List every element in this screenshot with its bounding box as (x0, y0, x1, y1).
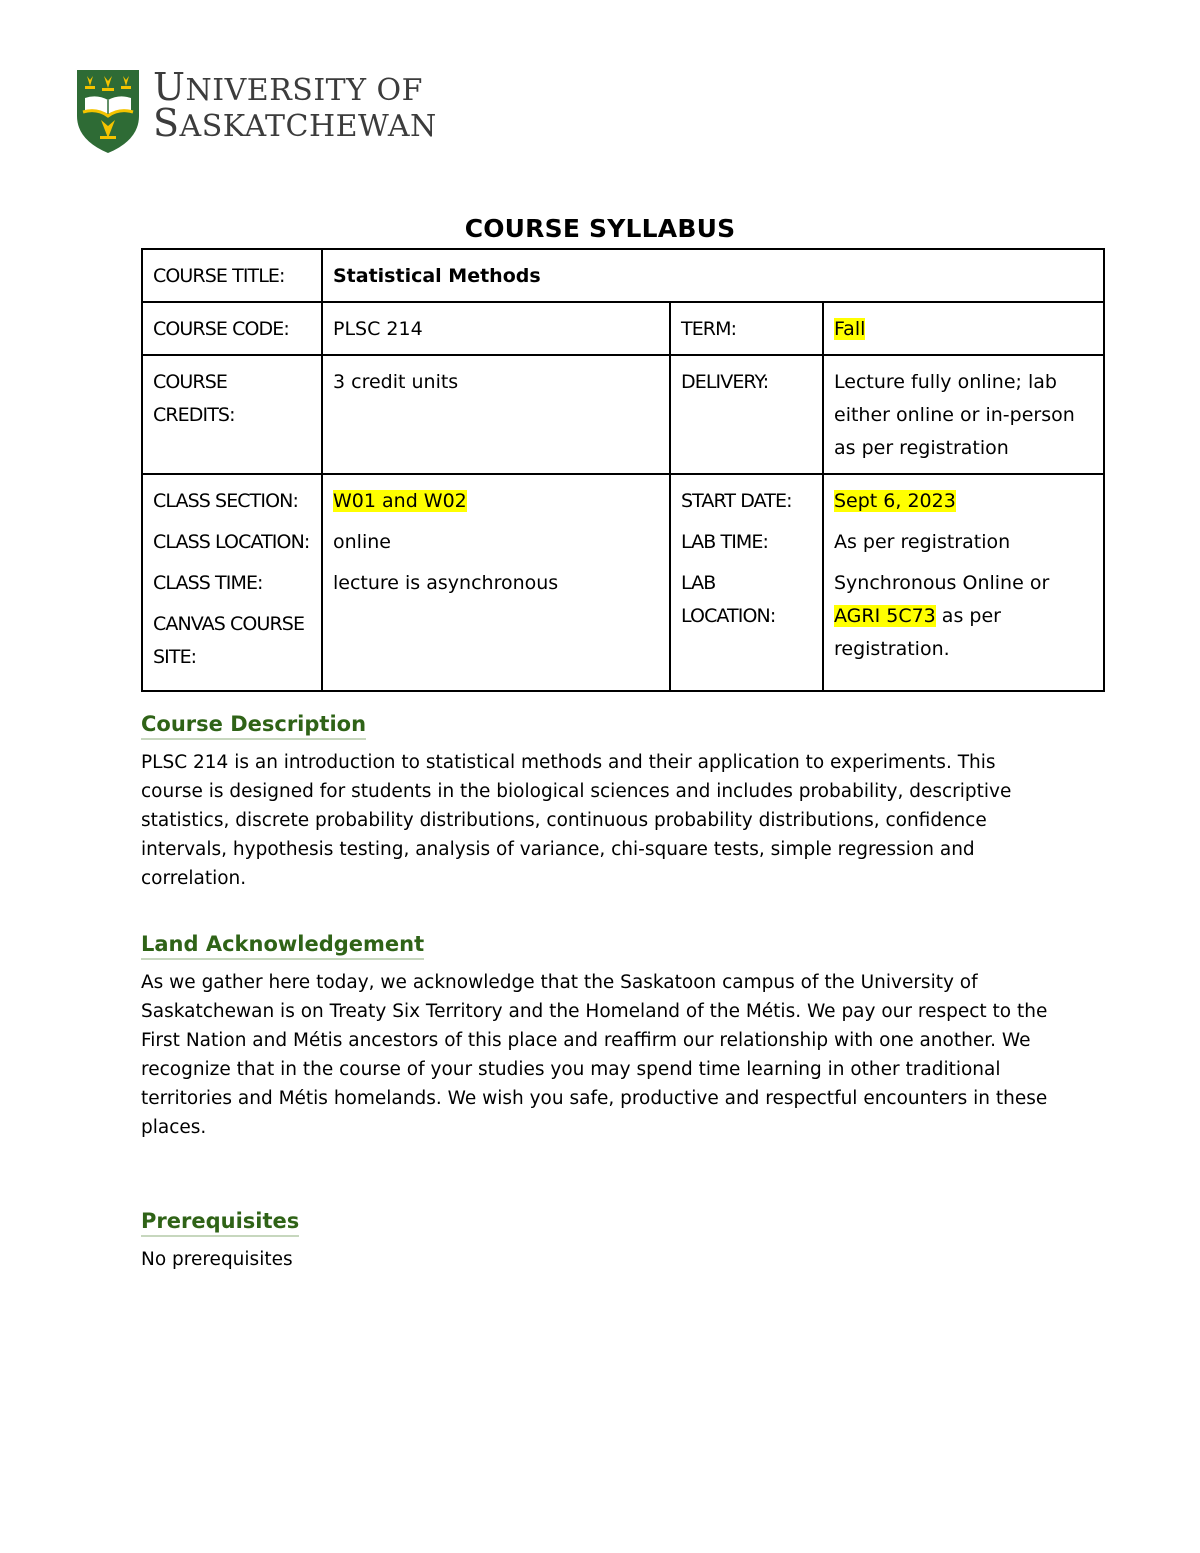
prerequisites-heading: Prerequisites (141, 1207, 299, 1237)
logo-wordmark (153, 65, 437, 145)
start-date-value: Sept 6, 2023 (834, 490, 956, 512)
class-section-value: W01 and W02 (333, 490, 467, 512)
course-description-section (141, 710, 1061, 893)
lab-location-suffix: as per registration. (834, 605, 1001, 660)
class-location-value: online (333, 531, 391, 553)
class-values-cell (322, 474, 670, 691)
course-description-heading: Course Description (141, 710, 366, 740)
credits-label: COURSE CREDITS: (142, 355, 322, 474)
prerequisites-text: No prerequisites (141, 1249, 293, 1270)
university-logo (75, 65, 445, 156)
land-acknowledgement-text: As we gather here today, we acknowledge that the Saskatoon campus of the University of Saskatchewan is on Treaty Six Territory and the Homeland of the Métis. We pay our respect to the First Nation and Métis ancestors of this place and reaffirm our relationship with one another. We recognize that in the course of your studies you may spend time learning in other traditional territories and Métis homelands. We wish you safe, productive and respectful encounters in these places. (141, 972, 1048, 1138)
lab-time-value: As per registration (834, 531, 1011, 553)
lab-location-prefix: Synchronous Online or (834, 572, 1050, 594)
credits-value: 3 credit units (322, 355, 670, 474)
lab-time-label: LAB TIME: (681, 531, 769, 553)
class-section-label: CLASS SECTION: (153, 490, 298, 512)
delivery-label: DELIVERY: (670, 355, 823, 474)
course-description-text: PLSC 214 is an introduction to statistical methods and their application to experiments. This course is designed for students in the biological sciences and includes probability, descriptive statistics, discrete probability distributions, continuous probability distributions, confidence intervals, hypothesis testing, analysis of variance, chi-square tests, simple regression and correlation. (141, 752, 1012, 889)
row-course-code (142, 302, 1104, 355)
start-date-label: START DATE: (681, 490, 792, 512)
class-time-label: CLASS TIME: (153, 572, 263, 594)
lab-room: AGRI 5C73 (834, 605, 936, 627)
page-title: COURSE SYLLABUS (464, 214, 736, 243)
crest-icon (75, 68, 141, 154)
delivery-value: Lecture fully online; lab either online or in-person as per registration (823, 355, 1104, 474)
logo-line-1: UNIVERSITY OF (153, 65, 423, 109)
lab-location-label: LAB LOCATION: (681, 572, 776, 627)
land-acknowledgement-section (141, 930, 1061, 1142)
row-course-title (142, 249, 1104, 302)
term-cell (823, 302, 1104, 355)
course-info-table (141, 248, 1105, 692)
row-credits (142, 355, 1104, 474)
canvas-course-site-label: CANVAS COURSE SITE: (153, 613, 305, 668)
term-value: Fall (834, 318, 866, 340)
logo-line-2: SASKATCHEWAN (153, 101, 437, 145)
class-time-value: lecture is asynchronous (333, 572, 559, 594)
land-acknowledgement-heading: Land Acknowledgement (141, 930, 424, 960)
course-code-label: COURSE CODE: (142, 302, 322, 355)
course-code-value: PLSC 214 (322, 302, 670, 355)
term-label: TERM: (670, 302, 823, 355)
lab-labels-cell (670, 474, 823, 691)
course-title-label: COURSE TITLE: (142, 249, 322, 302)
class-location-label: CLASS LOCATION: (153, 531, 310, 553)
class-labels-cell (142, 474, 322, 691)
row-class-details (142, 474, 1104, 691)
lab-values-cell (823, 474, 1104, 691)
course-title-value: Statistical Methods (322, 249, 1104, 302)
prerequisites-section (141, 1207, 1061, 1274)
lab-location-value (834, 567, 1093, 666)
